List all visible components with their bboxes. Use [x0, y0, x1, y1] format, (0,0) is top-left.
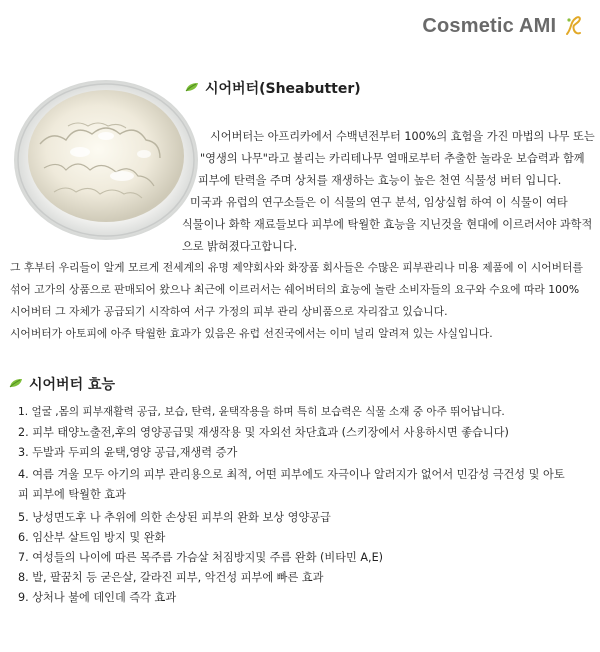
- section-title-text: 시어버터(Sheabutter): [205, 81, 361, 97]
- leaf-bullet-icon: [8, 377, 24, 389]
- list-item: 8. 발, 팔꿈치 등 굳은살, 갈라진 피부, 악건성 피부에 빠른 효과: [18, 571, 324, 584]
- leaf-bullet-icon: [184, 81, 200, 93]
- list-item: 2. 피부 태양노출전,후의 영양공급및 재생작용 및 자외선 차단효과 (스키장에서 사용하시면 좋습니다): [18, 426, 509, 439]
- paragraph-line: 으로 밝혀졌다고합니다.: [182, 240, 298, 253]
- logo-swirl-icon: [564, 14, 582, 38]
- brand-logo-text: Cosmetic AMI: [422, 15, 557, 37]
- list-item: 9. 상처나 불에 데인데 즉각 효과: [18, 591, 177, 604]
- list-item: 1. 얼굴 ,몸의 피부재활력 공급, 보습, 탄력, 윤택작용을 하며 특히 보습력은 식물 소재 중 아주 뛰어납니다.: [18, 406, 505, 418]
- paragraph-line: 시어버터는 아프리카에서 수백년전부터 100%의 효험을 가진 마법의 나무 또는: [210, 130, 595, 143]
- brand-logo: [422, 14, 582, 38]
- shea-butter-image: [10, 64, 198, 244]
- paragraph-line: 섞어 고가의 상품으로 판매되어 왔으나 최근에 이르러서는 쉐어버터의 효능에 놀란 소비자들의 요구와 수요에 따라 100%: [10, 283, 580, 296]
- list-item: 4. 여름 겨울 모두 아기의 피부 관리용으로 최적, 어떤 피부에도 자극이나 알러지가 없어서 민감성 극건성 및 아토피 피부에 탁월한 효과: [18, 468, 565, 501]
- paragraph-line: 식물이나 화학 재료들보다 피부에 탁월한 효능을 지닌것을 현대에 이르러서야 과학적: [182, 218, 593, 231]
- list-item: 7. 여성들의 나이에 따른 목주름 가슴살 처짐방지및 주름 완화 (비타민 A,E): [18, 551, 384, 564]
- paragraph-line: 시어버터가 아토피에 아주 탁월한 효과가 있음은 유럽 선진국에서는 이미 널리 알려져 있는 사실입니다.: [10, 327, 493, 340]
- list-item: 5. 낭성면도후 나 추위에 의한 손상된 피부의 완화 보상 영양공급: [18, 511, 331, 524]
- paragraph-line: 미국과 유럽의 연구소들은 이 식물의 연구 분석, 임상실험 하여 이 식물이 여타: [190, 196, 568, 209]
- paragraph-line: 그 후부터 우리들이 알게 모르게 전세계의 유명 제약회사와 화장품 회사들은 수많은 피부관리나 미용 제품에 이 시어버터를: [10, 261, 583, 274]
- section-title-text: 시어버터 효능: [29, 377, 116, 393]
- section-title-sheabutter: [184, 78, 361, 98]
- effects-list: [18, 405, 593, 610]
- paragraph-line: "영생의 나무"라고 불리는 카리테나무 열매로부터 추출한 놀라운 보습력과 함께: [200, 152, 585, 165]
- paragraph-line: 시어버터 그 자체가 공급되기 시작하여 서구 가정의 피부 관리 상비품으로 자리잡고 있습니다.: [10, 305, 448, 318]
- section-title-effects: [8, 374, 115, 394]
- list-item: 3. 두발과 두피의 윤택,영양 공급,재생력 증가: [18, 446, 238, 459]
- list-item: 6. 임산부 살트임 방지 및 완화: [18, 531, 166, 544]
- paragraph-line: 피부에 탄력을 주며 상처를 재생하는 효능이 높은 천연 식물성 버터 입니다.: [198, 174, 562, 187]
